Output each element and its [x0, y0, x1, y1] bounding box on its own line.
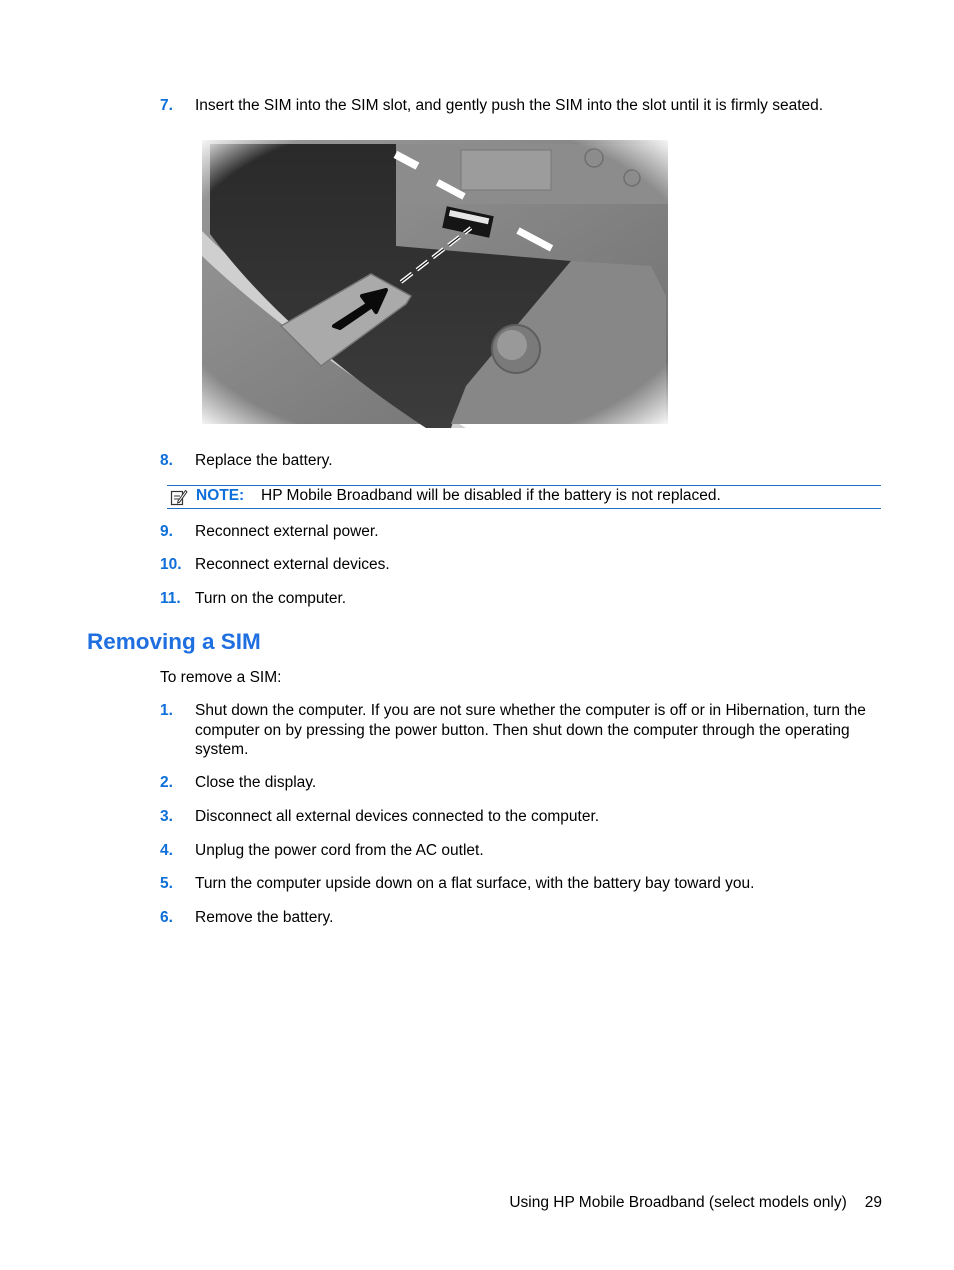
step-number: 5.	[160, 875, 173, 892]
step-text: Reconnect external devices.	[195, 556, 390, 573]
step-number: 8.	[160, 452, 173, 469]
section-heading: Removing a SIM	[87, 629, 261, 654]
step-text: Reconnect external power.	[195, 523, 379, 540]
step-text: Unplug the power cord from the AC outlet.	[195, 842, 484, 859]
section-intro: To remove a SIM:	[160, 669, 282, 686]
step-number: 11.	[160, 590, 181, 607]
step-number: 2.	[160, 774, 173, 791]
step-text: Turn on the computer.	[195, 590, 347, 607]
page-footer	[400, 1193, 882, 1213]
step-number: 9.	[160, 523, 173, 540]
note-label: NOTE:	[196, 487, 245, 504]
page-number: 29	[864, 1194, 882, 1211]
footer-title: Using HP Mobile Broadband (select models only)	[509, 1194, 847, 1211]
step-number: 10.	[160, 556, 182, 573]
step-number: 1.	[160, 702, 173, 719]
step-text: Replace the battery.	[195, 452, 333, 469]
step-text: Disconnect all external devices connected to the computer.	[195, 808, 600, 825]
step-text: Shut down the computer. If you are not sure whether the computer is off or in Hibernation, turn the computer on by pressing the power button. Then shut down the computer through the operating system.	[195, 702, 866, 758]
step-number: 7.	[160, 97, 173, 114]
step-number: 6.	[160, 909, 173, 926]
note-pencil-icon	[170, 488, 188, 506]
step-text: Insert the SIM into the SIM slot, and gently push the SIM into the slot until it is firmly seated.	[195, 97, 824, 114]
note-text: HP Mobile Broadband will be disabled if the battery is not replaced.	[261, 487, 721, 504]
step-text: Turn the computer upside down on a flat surface, with the battery bay toward you.	[195, 875, 755, 892]
step-number: 4.	[160, 842, 173, 859]
step-text: Remove the battery.	[195, 909, 334, 926]
sim-insert-illustration	[196, 136, 672, 428]
step-number: 3.	[160, 808, 173, 825]
note-box	[167, 485, 881, 509]
step-text: Close the display.	[195, 774, 317, 791]
